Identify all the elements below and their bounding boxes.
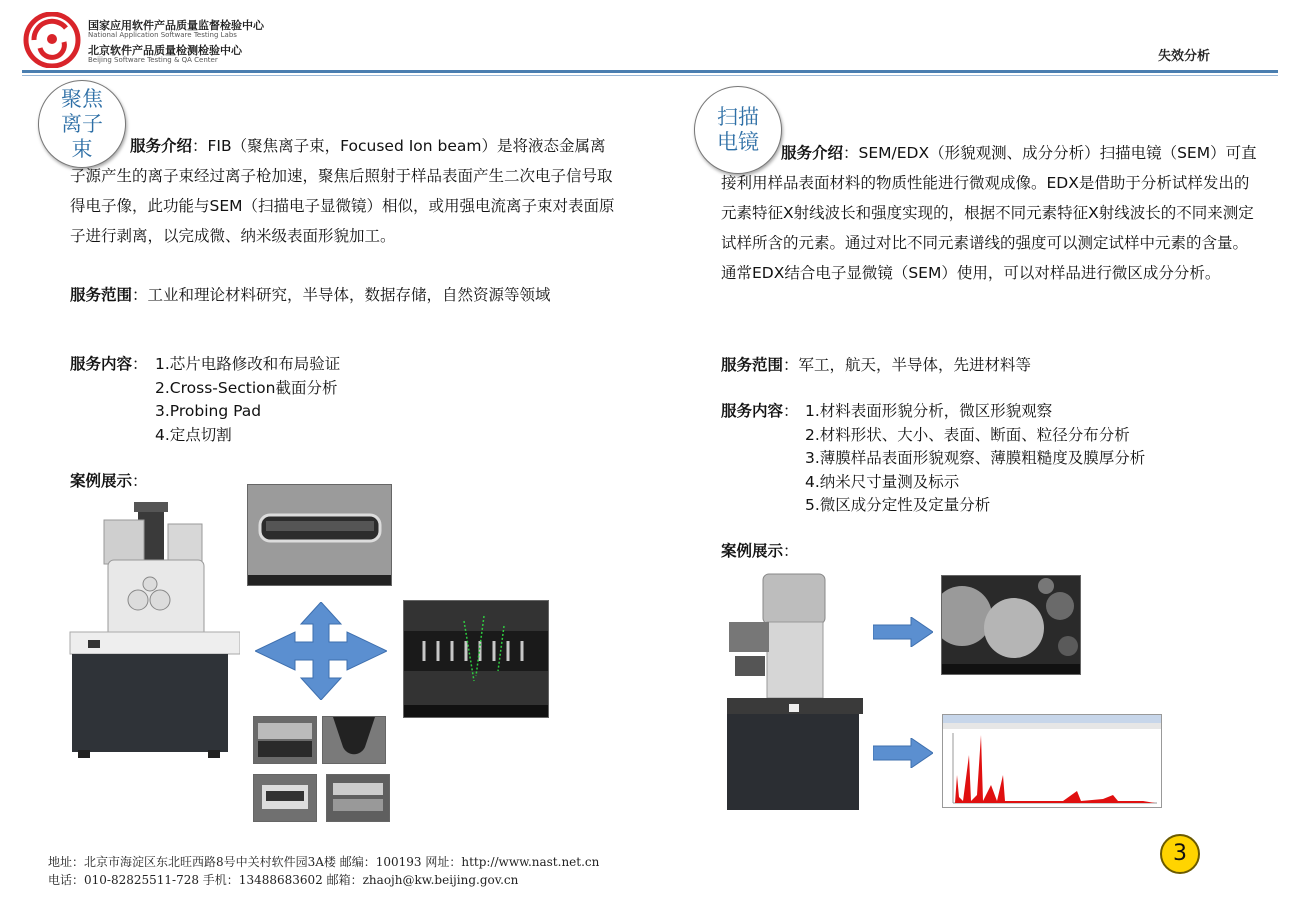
fib-sem-image-probe bbox=[403, 600, 549, 718]
center-name-en: Beijing Software Testing & QA Center bbox=[88, 56, 218, 64]
org-name-en: National Application Software Testing Labs bbox=[88, 31, 237, 39]
sem-case-label: 案例展示 bbox=[721, 542, 784, 560]
sem-badge-label: 扫描电镜 bbox=[717, 105, 759, 154]
fib-sem-image-trench bbox=[247, 484, 392, 586]
center-name-cn: 北京软件产品质量检测检验中心 bbox=[88, 44, 242, 57]
four-way-arrow-icon bbox=[255, 602, 387, 700]
list-item: 2.Cross-Section截面分析 bbox=[155, 378, 338, 397]
fib-small-image-4 bbox=[326, 774, 390, 822]
sem-scope-label: 服务范围 bbox=[721, 356, 784, 374]
header-rule bbox=[22, 70, 1278, 73]
logo bbox=[22, 12, 82, 68]
fib-machine-image bbox=[68, 500, 240, 760]
list-item: 1.芯片电路修改和布局验证 bbox=[155, 355, 341, 373]
arrow-right-icon bbox=[873, 617, 933, 647]
list-item: 3.薄膜样品表面形貌观察、薄膜粗糙度及膜厚分析 bbox=[805, 449, 1146, 467]
list-item: 3.Probing Pad bbox=[155, 402, 262, 420]
list-item: 5.微区成分定性及定量分析 bbox=[805, 496, 991, 514]
logo-icon bbox=[22, 12, 82, 68]
fib-scope bbox=[70, 280, 630, 310]
fib-content: 服务内容： bbox=[70, 355, 148, 373]
list-item: 4.纳米尺寸量测及标示 bbox=[805, 472, 960, 491]
edx-spectrum-chart bbox=[942, 714, 1162, 808]
list-item: 2.材料形状、大小、表面、断面、粒径分布分析 bbox=[805, 425, 1130, 444]
fib-small-image-1 bbox=[253, 716, 317, 764]
org-name-cn: 国家应用软件产品质量监督检验中心 bbox=[88, 19, 264, 32]
sem-intro bbox=[721, 138, 1261, 288]
fib-scope-label: 服务范围 bbox=[70, 286, 133, 304]
sem-scope-text: ：军工，航天，半导体，先进材料等 bbox=[783, 356, 1032, 374]
fib-case: 案例展示： bbox=[70, 472, 148, 490]
fib-case-label: 案例展示 bbox=[70, 472, 133, 490]
sem-particle-image bbox=[941, 575, 1081, 675]
fib-small-image-3 bbox=[253, 774, 317, 822]
sem-content-label: 服务内容 bbox=[721, 402, 784, 420]
arrow-right-icon bbox=[873, 738, 933, 768]
fib-intro-text: ：FIB（聚焦离子束，Focused Ion beam）是将液态金属离子源产生的离子束经过离子枪加速，聚焦后照射于样品表面产生二次电子信号取得电子像，此功能与SEM（扫描电子显微镜）相似，或用强电流离子束对表面原子进行剥离，以完成微、纳米级表面形貌加工。 bbox=[70, 137, 615, 245]
fib-content-list bbox=[155, 353, 555, 447]
sem-scope bbox=[721, 350, 1261, 380]
list-item: 1.材料表面形貌分析，微区形貌观察 bbox=[805, 402, 1053, 420]
sem-content: 服务内容： bbox=[721, 402, 799, 420]
sem-intro-label: 服务介绍 bbox=[781, 144, 844, 162]
footer-contact: 电话：010-82825511-728 手机：13488683602 邮箱：zhaojh@kw.beijing.gov.cn bbox=[48, 873, 519, 887]
fib-intro bbox=[70, 131, 620, 251]
sem-intro-text: ：SEM/EDX（形貌观测、成分分析）扫描电镜（SEM）可直接利用样品表面材料的物质性能进行微观成像。EDX是借助于分析试样发出的元素特征X射线波长和强度实现的，根据不同元素特征X射线波长的不同来测定试样所含的元素。通过对比不同元素谱线的强度可以测定试样中元素的含量。通常EDX结合电子显微镜（SEM）使用，可以对样品进行微区成分分析。 bbox=[721, 144, 1257, 282]
fib-intro-label: 服务介绍 bbox=[130, 137, 193, 155]
fib-scope-text: ：工业和理论材料研究，半导体，数据存储，自然资源等领域 bbox=[132, 286, 551, 304]
fib-content-label: 服务内容 bbox=[70, 355, 133, 373]
section-title: 失效分析 bbox=[1158, 49, 1211, 64]
header-rule-thin bbox=[22, 75, 1278, 76]
page-number: 3 bbox=[1160, 834, 1200, 874]
fib-badge-label: 聚焦离子束 bbox=[61, 86, 103, 161]
sem-machine-image bbox=[725, 572, 865, 817]
footer-address: 地址：北京市海淀区东北旺西路8号中关村软件园3A楼 邮编：100193 网址：http://www.nast.net.cn bbox=[48, 855, 600, 869]
sem-content-list bbox=[805, 400, 1245, 518]
list-item: 4.定点切割 bbox=[155, 425, 232, 444]
sem-case: 案例展示： bbox=[721, 542, 799, 560]
fib-small-image-2 bbox=[322, 716, 386, 764]
